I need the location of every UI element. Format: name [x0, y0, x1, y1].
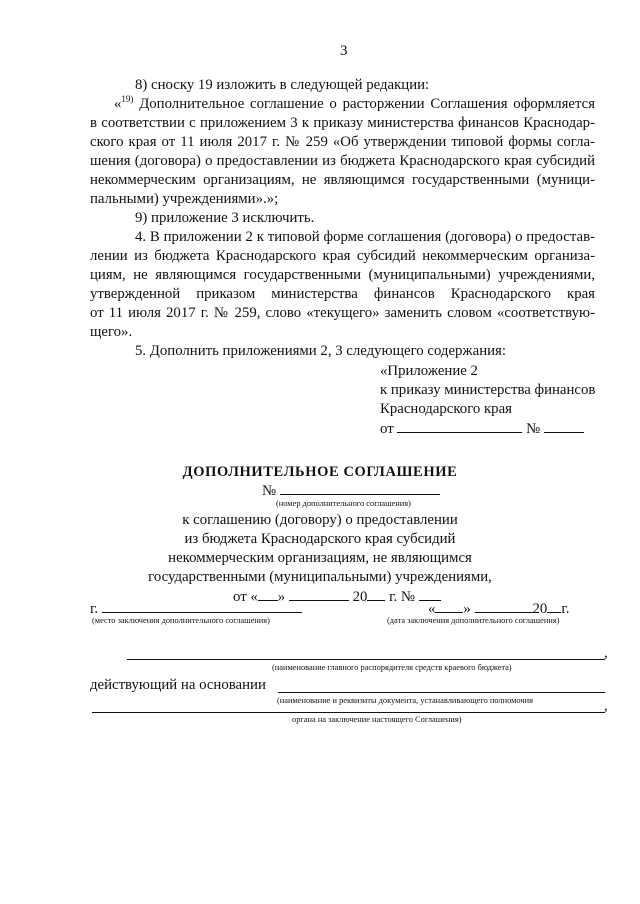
paragraph-4-line-2: лении из бюджета Краснодарского края субсидий некоммерческим организа- [90, 248, 595, 264]
date-open-quote: от « [233, 589, 258, 605]
date2-open-quote: « [428, 601, 436, 617]
agreement-number-line [262, 483, 440, 499]
appendix-ot-label: от [380, 421, 394, 437]
page-number: 3 [340, 43, 348, 59]
budget-manager-comma: , [604, 645, 608, 661]
footnote-line-2: в соответствии с приложением 3 к приказу министерства финансов Краснодар- [90, 115, 595, 131]
paragraph-4-line-6: щего». [90, 324, 133, 340]
paragraph-5: 5. Дополнить приложениями 2, 3 следующего содержания: [135, 343, 506, 359]
footnote-line-1-text: Дополнительное соглашение о расторжении Соглашения оформляется [133, 96, 595, 112]
appendix-date-line [380, 421, 584, 437]
acting-on-basis-label: действующий на основании [90, 677, 266, 693]
footnote-line-4: шения (договора) о предоставлении из бюджета Краснодарского края субсидий [90, 153, 595, 169]
agreement-subtitle-2: из бюджета Краснодарского края субсидий [184, 531, 456, 547]
appendix-line-3: Краснодарского края [380, 401, 512, 417]
paragraph-4-line-5: от 11 июля 2017 г. № 259, слово «текущего» заменить словом «соответствую- [90, 305, 595, 321]
acting-on-basis-field[interactable] [278, 692, 605, 693]
agreement-subtitle-1: к соглашению (договору) о предоставлении [182, 512, 458, 528]
agreement-number-label: № [262, 483, 277, 499]
footnote-marker: 19) [121, 94, 134, 104]
date2-caption: (дата заключения дополнительного соглашения) [387, 616, 560, 625]
agreement-title: ДОПОЛНИТЕЛЬНОЕ СОГЛАШЕНИЕ [182, 464, 458, 480]
date2-g-label: г. [561, 601, 570, 617]
date2-year-prefix: 20 [532, 601, 548, 617]
appendix-date-field[interactable] [397, 421, 522, 433]
place-field[interactable] [102, 601, 302, 613]
place-caption: (место заключения дополнительного соглашения) [92, 616, 270, 625]
paragraph-4-line-3: циям, не являющимся государственными (муниципальными) учреждениями, [90, 267, 595, 283]
agreement-subtitle-3: некоммерческим организациям, не являющимся [168, 550, 472, 566]
appendix-number-field[interactable] [544, 421, 584, 433]
date2-close-quote: » [463, 601, 471, 617]
footnote-line-3: ского края от 11 июля 2017 г. № 259 «Об утверждении типовой формы согла- [90, 134, 595, 150]
agreement-number-caption: (номер дополнительного соглашения) [276, 499, 411, 508]
document-caption: (наименование и реквизиты документа, устанавливающего полномочия [277, 696, 533, 705]
appendix-title: «Приложение 2 [380, 363, 478, 379]
date-year-field[interactable] [367, 589, 385, 601]
paragraph-4-line-4: утвержденной приказом министерства финансов Краснодарского края [90, 286, 595, 302]
agreement-subtitle-4: государственными (муниципальными) учреждениями, [148, 569, 492, 585]
organ-caption: органа на заключение настоящего Соглашения) [292, 715, 462, 724]
place-line [90, 601, 302, 617]
footnote-line-1 [114, 94, 595, 112]
date-number-label: г. № [389, 589, 416, 605]
date-close-quote: » [277, 589, 286, 605]
date-year-prefix: 20 [352, 589, 368, 605]
place-g-label: г. [90, 601, 99, 617]
date2-line [428, 601, 569, 617]
date2-day-field[interactable] [435, 601, 463, 613]
budget-manager-caption: (наименование главного распорядителя средств краевого бюджета) [272, 663, 512, 672]
date2-month-field[interactable] [475, 601, 533, 613]
date-number-field[interactable] [419, 589, 441, 601]
authority-document-comma: , [604, 698, 608, 714]
footnote-line-5: некоммерческим организациям, не являющимся государственными (муници- [90, 172, 595, 188]
item-8: 8) сноску 19 изложить в следующей редакции: [135, 77, 430, 93]
agreement-number-field[interactable] [280, 483, 440, 495]
budget-manager-field[interactable] [127, 659, 605, 660]
appendix-line-2: к приказу министерства финансов [380, 382, 596, 398]
authority-document-field[interactable] [92, 712, 605, 713]
footnote-open-quote: « [114, 96, 122, 112]
paragraph-4-line-1: 4. В приложении 2 к типовой форме соглашения (договора) о предостав- [135, 229, 595, 245]
item-9: 9) приложение 3 исключить. [135, 210, 315, 226]
date-day-field[interactable] [258, 589, 278, 601]
footnote-line-6: пальными) учреждениями».»; [90, 191, 279, 207]
date2-year-field[interactable] [547, 601, 561, 613]
date-month-field[interactable] [289, 589, 349, 601]
appendix-no-label: № [526, 421, 541, 437]
